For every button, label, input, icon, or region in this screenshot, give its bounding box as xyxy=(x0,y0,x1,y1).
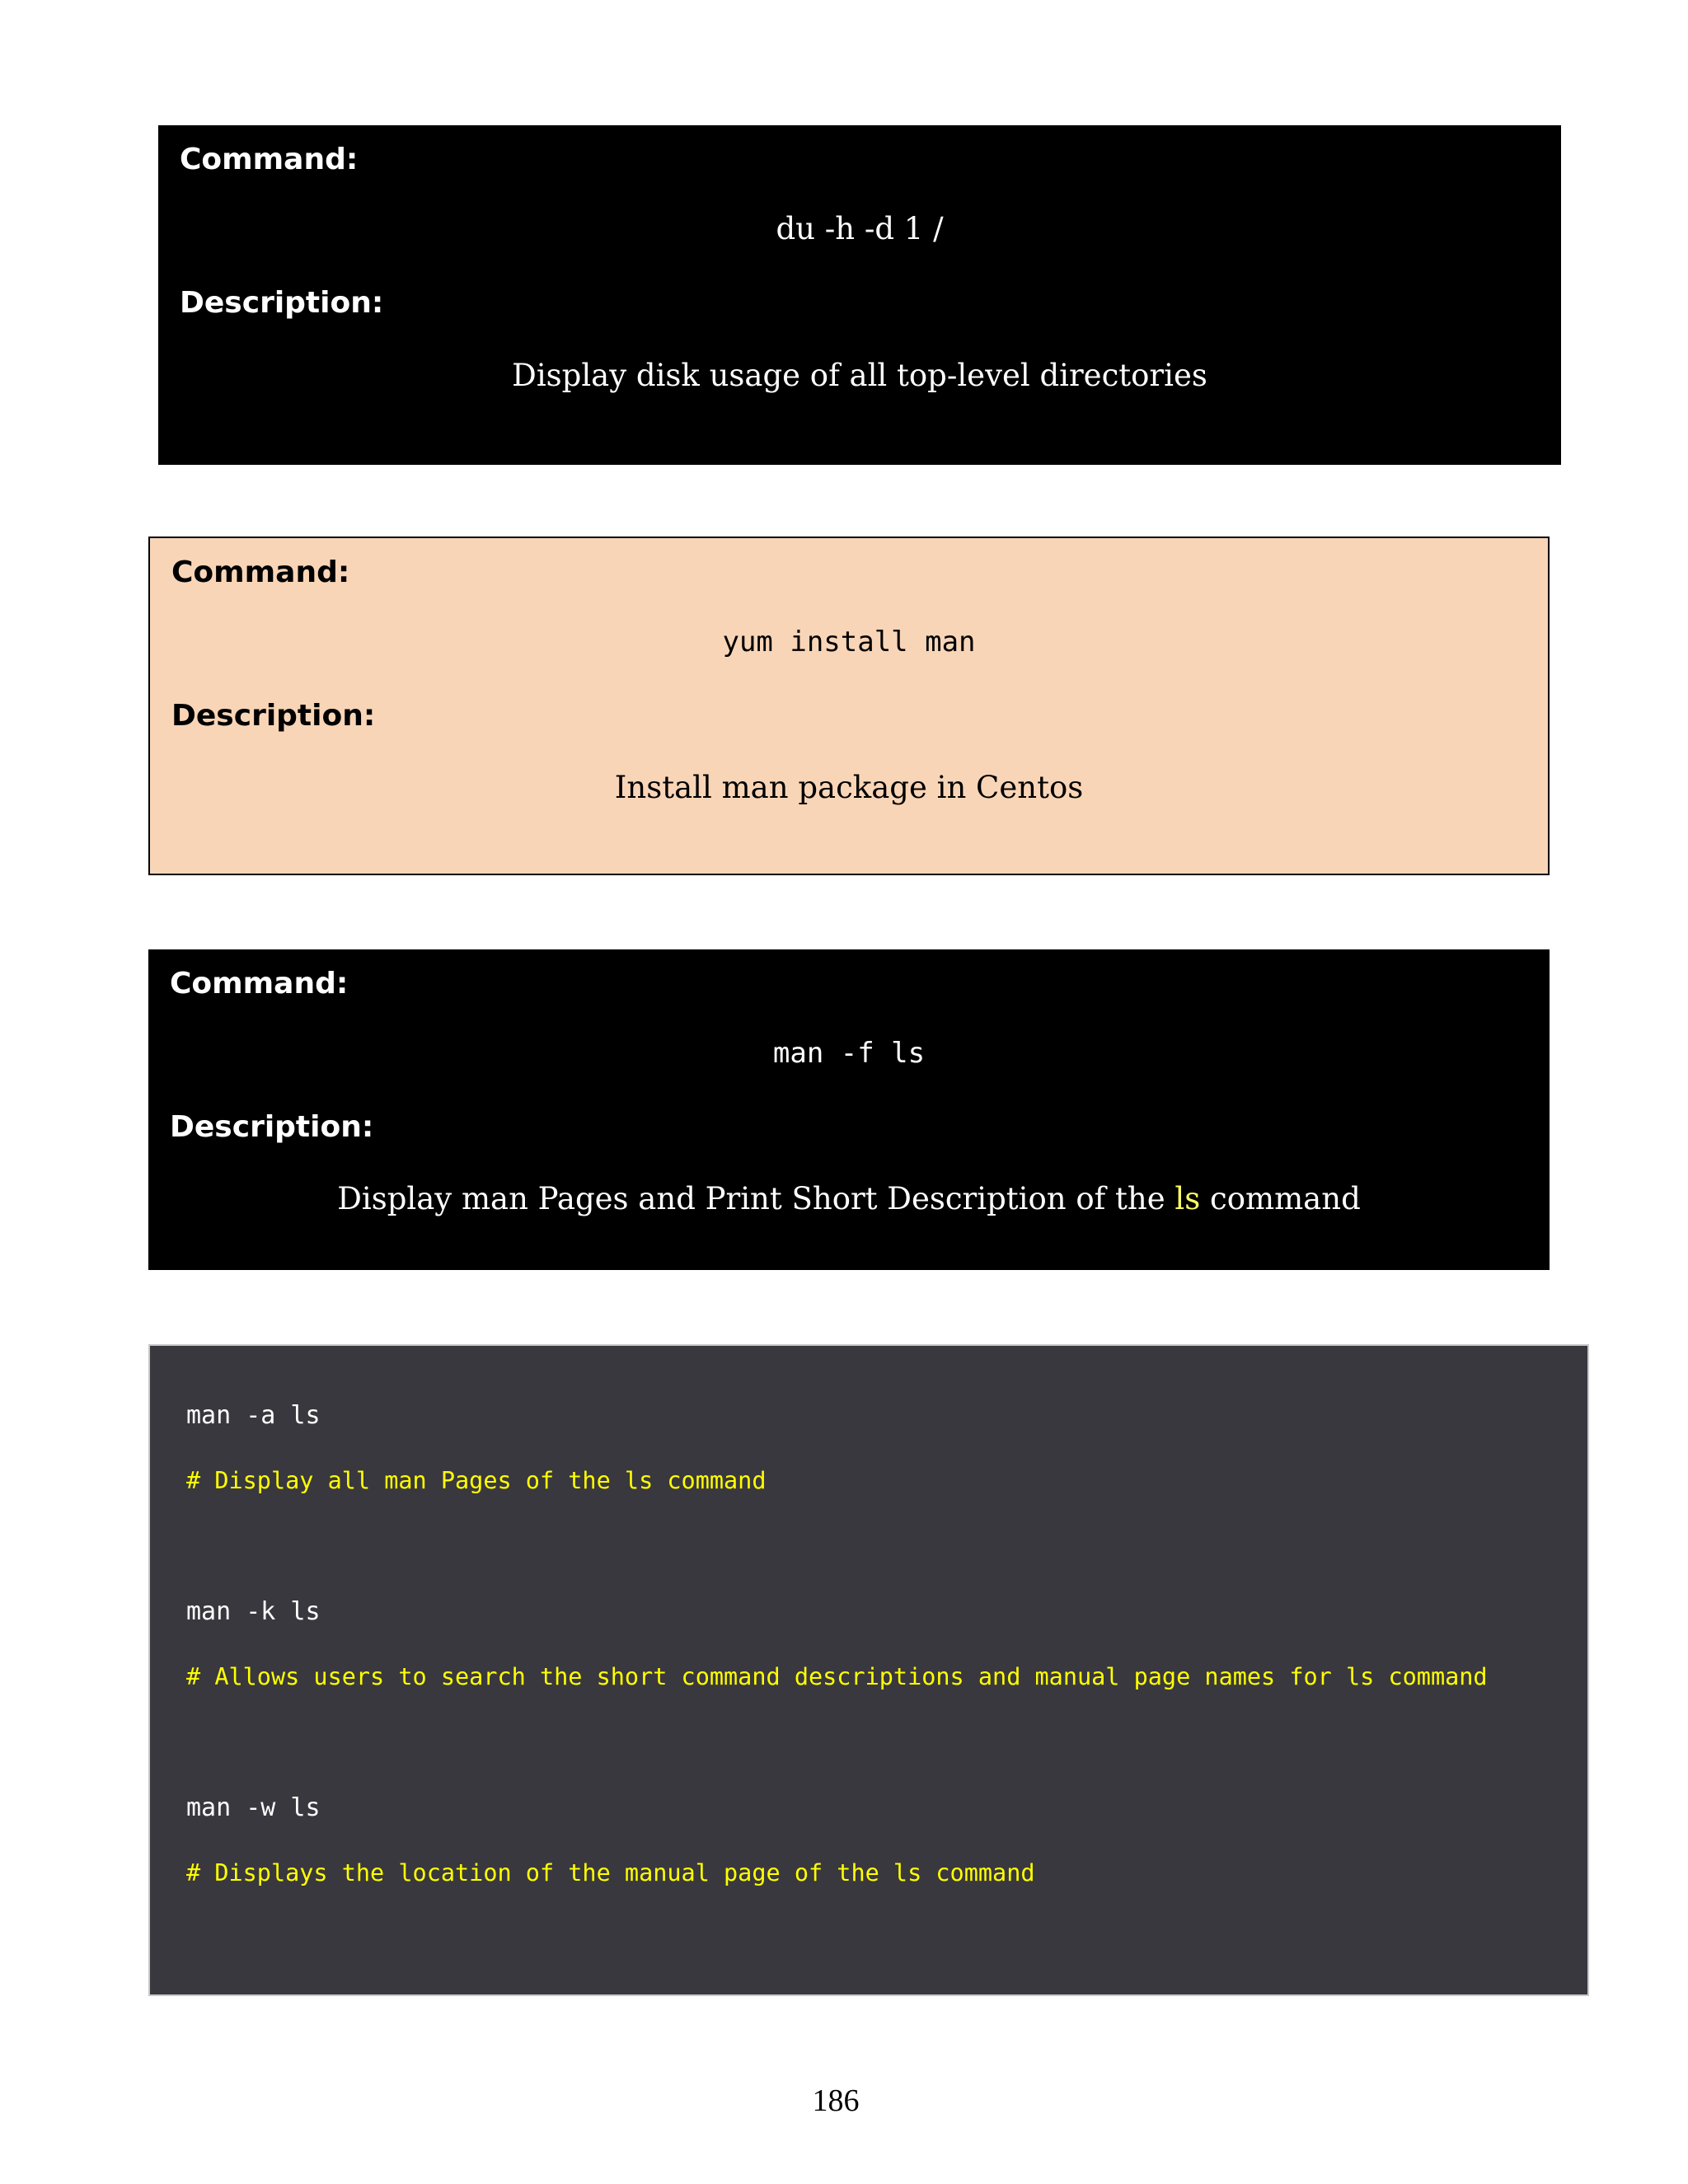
description-text: Display disk usage of all top-level directories xyxy=(512,358,1207,393)
description-text-before: Display man Pages and Print Short Description of the xyxy=(337,1181,1175,1216)
description-label: Description: xyxy=(180,286,384,320)
command-text: man -f ls xyxy=(772,1037,926,1070)
command-block-man-f xyxy=(148,949,1550,1270)
command-label: Command: xyxy=(171,555,350,589)
description-text xyxy=(148,1183,1550,1214)
command-label: Command: xyxy=(170,967,349,1001)
description-text-after: command xyxy=(1200,1181,1361,1216)
description-label: Description: xyxy=(171,699,376,733)
description-label: Description: xyxy=(170,1110,374,1144)
code-block xyxy=(148,1344,1589,1996)
command-block-du xyxy=(158,125,1561,465)
command-label: Command: xyxy=(180,143,359,176)
code-command-line: man -a ls xyxy=(186,1401,321,1430)
command-block-yum xyxy=(148,537,1550,875)
page-number: 186 xyxy=(812,2083,860,2118)
code-comment-line: # Display all man Pages of the ls command xyxy=(186,1467,767,1494)
code-comment-line: # Allows users to search the short command descriptions and manual page names for ls command xyxy=(186,1663,1488,1690)
command-text: yum install man xyxy=(722,626,976,658)
code-comment-line: # Displays the location of the manual page of the ls command xyxy=(186,1859,1035,1886)
command-text: du -h -d 1 / xyxy=(776,211,944,246)
description-text: Install man package in Centos xyxy=(614,770,1084,805)
code-command-line: man -k ls xyxy=(186,1597,321,1626)
description-highlight-ls: ls xyxy=(1175,1181,1201,1216)
code-command-line: man -w ls xyxy=(186,1793,321,1822)
